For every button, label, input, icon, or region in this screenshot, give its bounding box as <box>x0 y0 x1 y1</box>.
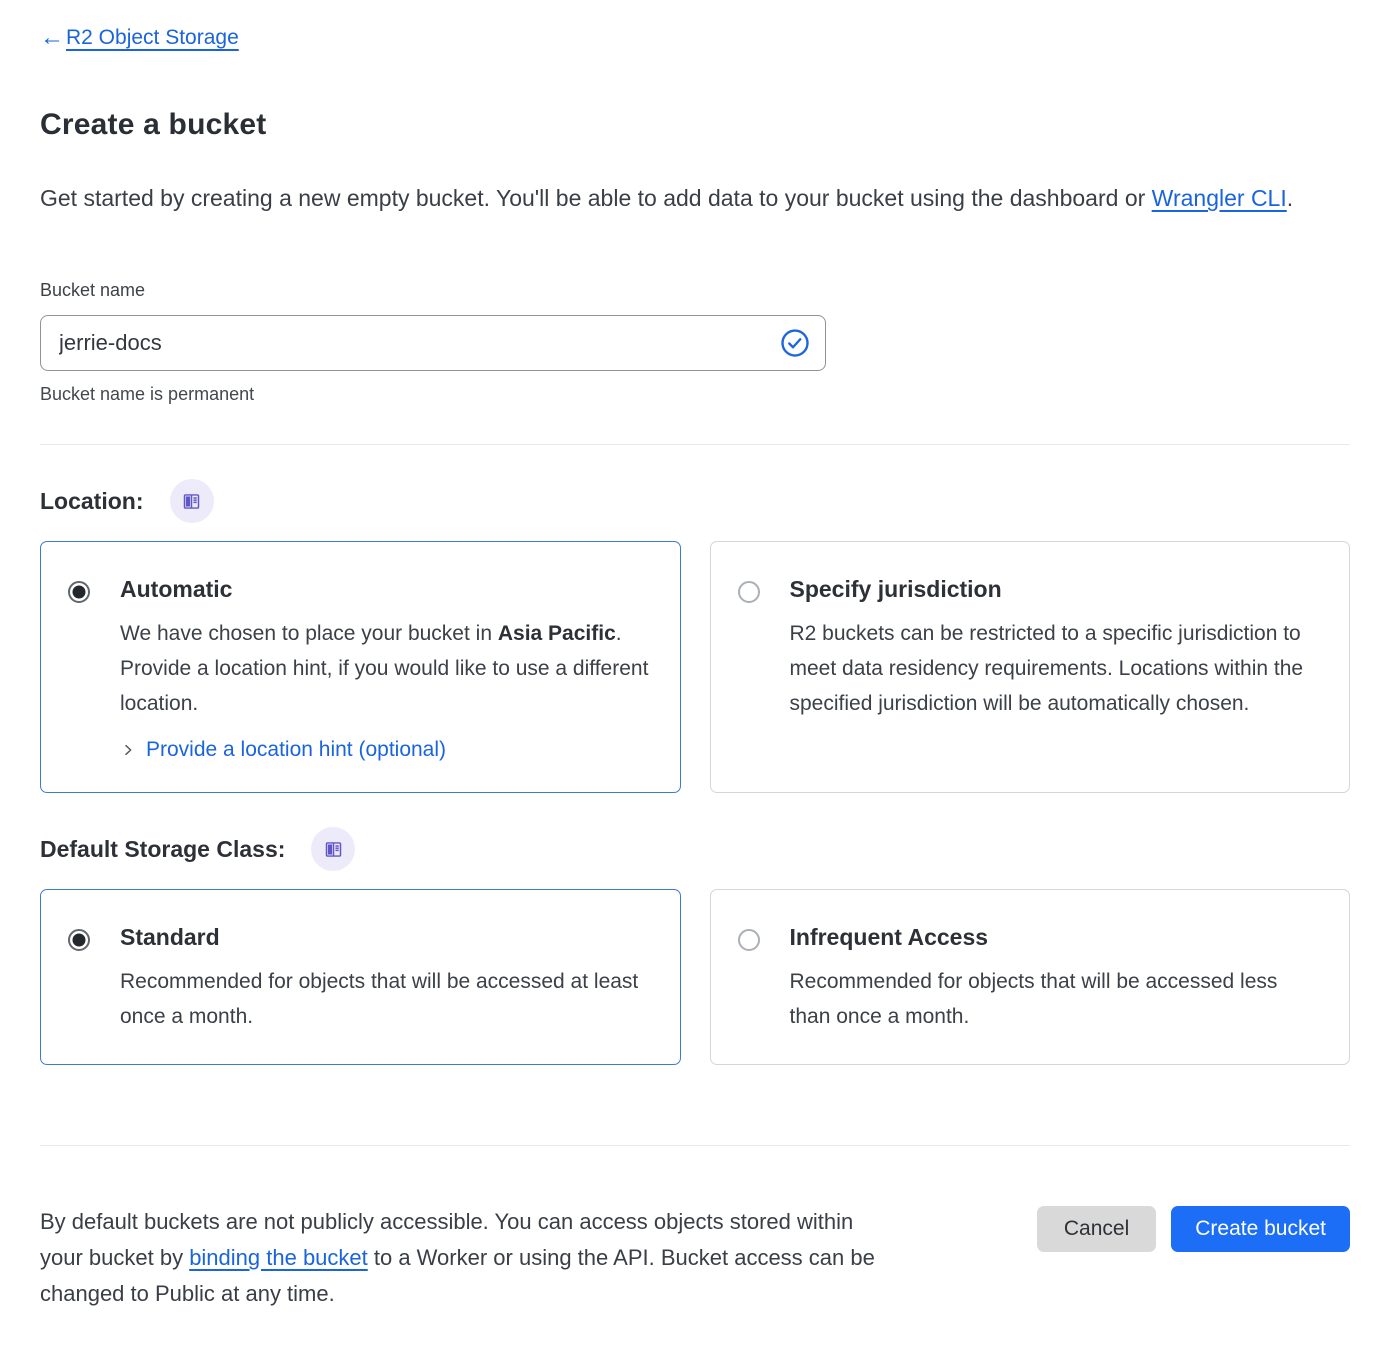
intro-text <box>40 178 1350 218</box>
chevron-right-icon <box>120 742 136 758</box>
section-divider-bottom <box>40 1145 1350 1146</box>
automatic-desc-after: . Provide a location hint, if you would like to use a different location. <box>120 622 649 715</box>
infrequent-card-content <box>790 924 1320 1034</box>
footer <box>40 1204 1350 1312</box>
footer-buttons <box>1037 1204 1350 1252</box>
back-link-label: R2 Object Storage <box>66 26 239 49</box>
check-circle-icon <box>780 328 810 358</box>
location-option-automatic[interactable] <box>40 541 681 793</box>
bucket-name-input-wrap <box>40 315 826 371</box>
radio-standard[interactable] <box>68 929 90 951</box>
footer-note <box>40 1204 900 1312</box>
location-heading-row <box>40 479 1350 523</box>
back-arrow-icon: ← <box>40 24 64 51</box>
automatic-desc-before: We have chosen to place your bucket in <box>120 622 498 645</box>
intro-text-before: Get started by creating a new empty bucket. You'll be able to add data to your bucket using the dashboard or <box>40 185 1152 211</box>
location-hint-row <box>120 738 650 762</box>
location-docs-icon[interactable] <box>170 479 214 523</box>
radio-infrequent-access[interactable] <box>738 929 760 951</box>
storage-option-infrequent-access[interactable] <box>710 889 1351 1065</box>
bucket-name-input[interactable] <box>40 315 826 371</box>
location-hint-link[interactable]: Provide a location hint (optional) <box>146 738 447 761</box>
location-option-specify-jurisdiction[interactable] <box>710 541 1351 793</box>
standard-description: Recommended for objects that will be accessed at least once a month. <box>120 970 639 1028</box>
location-heading: Location: <box>40 487 144 514</box>
radio-specify-jurisdiction[interactable] <box>738 581 760 603</box>
footer-note-after: to a Worker or using the API. Bucket access can be changed to Public at any time. <box>40 1245 875 1306</box>
page-title: Create a bucket <box>40 108 267 141</box>
infrequent-title: Infrequent Access <box>789 924 989 950</box>
bucket-name-label: Bucket name <box>40 280 146 300</box>
storage-option-standard[interactable] <box>40 889 681 1065</box>
jurisdiction-title: Specify jurisdiction <box>789 576 1002 602</box>
wrangler-cli-link[interactable]: Wrangler CLI <box>1151 185 1287 211</box>
bucket-name-helper: Bucket name is permanent <box>40 384 255 404</box>
standard-title: Standard <box>120 924 220 950</box>
binding-the-bucket-link[interactable]: binding the bucket <box>189 1245 368 1270</box>
jurisdiction-card-content <box>790 576 1320 762</box>
automatic-desc-region: Asia Pacific <box>497 622 616 645</box>
automatic-description <box>120 616 650 721</box>
jurisdiction-description: R2 buckets can be restricted to a specific jurisdiction to meet data residency requirements. Locations within the specified jurisdiction will be automatically chosen. <box>789 622 1304 715</box>
storage-class-options-row <box>40 889 1350 1065</box>
intro-text-after: . <box>1286 185 1294 211</box>
location-options-row <box>40 541 1350 793</box>
infrequent-description: Recommended for objects that will be accessed less than once a month. <box>789 970 1278 1028</box>
storage-class-heading: Default Storage Class: <box>40 835 286 862</box>
radio-automatic[interactable] <box>68 581 90 603</box>
section-divider-top <box>40 444 1350 445</box>
footer-note-before: By default buckets are not publicly accessible. You can access objects stored within your bucket by <box>40 1209 854 1270</box>
cancel-button[interactable]: Cancel <box>1037 1206 1156 1252</box>
standard-card-content <box>120 924 650 1034</box>
storage-class-heading-row <box>40 827 1350 871</box>
storage-class-docs-icon[interactable] <box>311 827 355 871</box>
automatic-title: Automatic <box>120 576 233 602</box>
automatic-card-content <box>120 576 650 762</box>
create-bucket-button[interactable]: Create bucket <box>1171 1206 1350 1252</box>
back-to-r2-link[interactable] <box>40 26 239 50</box>
